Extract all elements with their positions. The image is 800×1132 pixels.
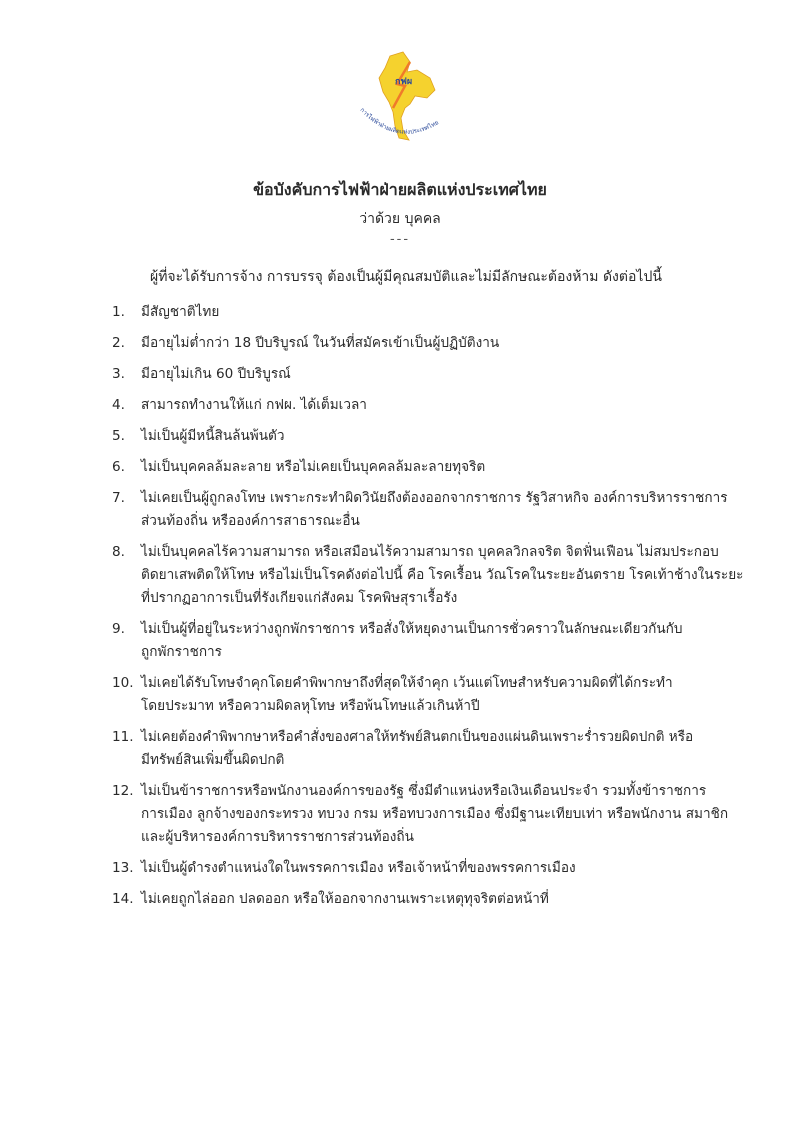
item-text-line: ไม่เป็นบุคคลล้มละลาย หรือไม่เคยเป็นบุคคลล้มละลายทุจริต (141, 459, 486, 475)
item-number: 10. (112, 675, 134, 691)
qualification-list (112, 301, 744, 919)
list-item (112, 487, 728, 533)
item-text-line: ไม่เคยได้รับโทษจำคุกโดยคำพิพากษาถึงที่สุดให้จำคุก เว้นแต่โทษสำหรับความผิดที่ได้กระทำ (141, 675, 673, 691)
document-subtitle: ว่าด้วย บุคคล (359, 211, 441, 227)
item-text-line: มีอายุไม่ต่ำกว่า 18 ปีบริบูรณ์ ในวันที่สมัครเข้าเป็นผู้ปฏิบัติงาน (141, 335, 500, 351)
intro-paragraph: ผู้ที่จะได้รับการจ้าง การบรรจุ ต้องเป็นผู้มีคุณสมบัติและไม่มีลักษณะต้องห้าม ดังต่อไปนี้ (150, 269, 662, 285)
item-text-line: ไม่เคยเป็นผู้ถูกลงโทษ เพราะกระทำผิดวินัยถึงต้องออกจากราชการ รัฐวิสาหกิจ องค์การบริหารราชการ (141, 490, 728, 506)
item-number: 9. (112, 621, 125, 637)
item-text-line: ไม่เคยถูกไล่ออก ปลดออก หรือให้ออกจากงานเพราะเหตุทุจริตต่อหน้าที่ (141, 891, 549, 907)
document-title: ข้อบังคับการไฟฟ้าฝ่ายผลิตแห่งประเทศไทย (253, 180, 547, 199)
item-text-line: การเมือง ลูกจ้างของกระทรวง ทบวง กรม หรือทบวงการเมือง ซึ่งมีฐานะเทียบเท่า หรือพนักงาน สมาชิก (141, 806, 729, 822)
item-number: 8. (112, 544, 125, 560)
item-number: 7. (112, 490, 125, 506)
item-number: 14. (112, 891, 134, 907)
egat-logo (355, 48, 450, 148)
item-number: 11. (112, 729, 134, 745)
item-text-line: ไม่เคยต้องคำพิพากษาหรือคำสั่งของศาลให้ทรัพย์สินตกเป็นของแผ่นดินเพราะร่ำรวยผิดปกติ หรือ (141, 729, 694, 745)
list-item (112, 301, 712, 324)
item-text-line: มีทรัพย์สินเพิ่มขึ้นผิดปกติ (141, 752, 285, 768)
item-text-line: ไม่เป็นบุคคลไร้ความสามารถ หรือเสมือนไร้ความสามารถ บุคคลวิกลจริต จิตฟั่นเฟือน ไม่สมประกอบ (141, 544, 719, 560)
item-number: 4. (112, 397, 125, 413)
item-number: 12. (112, 783, 134, 799)
item-text-line: ไม่เป็นผู้มีหนี้สินล้นพ้นตัว (141, 428, 285, 444)
list-item (112, 456, 712, 479)
item-text-line: มีอายุไม่เกิน 60 ปีบริบูรณ์ (141, 366, 291, 382)
item-number: 1. (112, 304, 125, 320)
list-item (112, 618, 712, 664)
svg-text:กฟผ: กฟผ (395, 77, 413, 87)
item-text-line: ไม่เป็นข้าราชการหรือพนักงานองค์การของรัฐ ซึ่งมีตำแหน่งหรือเงินเดือนประจำ รวมทั้งข้าราชการ (141, 783, 707, 799)
item-number: 13. (112, 860, 134, 876)
item-text-line: ส่วนท้องถิ่น หรือองค์การสาธารณะอื่น (141, 513, 360, 529)
item-text-line: ไม่เป็นผู้ดำรงตำแหน่งใดในพรรคการเมือง หรือเจ้าหน้าที่ของพรรคการเมือง (141, 860, 576, 876)
item-text-line: มีสัญชาติไทย (141, 304, 220, 320)
list-item (112, 363, 712, 386)
list-item (112, 425, 712, 448)
separator: --- (389, 232, 411, 247)
list-item (112, 726, 712, 772)
item-text-line: สามารถทำงานให้แก่ กฟผ. ได้เต็มเวลา (141, 397, 367, 413)
list-item (112, 394, 712, 417)
list-item (112, 541, 744, 610)
item-number: 2. (112, 335, 125, 351)
item-number: 6. (112, 459, 125, 475)
item-text-line: ที่ปรากฏอาการเป็นที่รังเกียจแก่สังคม โรคพิษสุราเรื้อรัง (141, 590, 458, 606)
list-item (112, 857, 712, 880)
item-text-line: ถูกพักราชการ (141, 644, 222, 660)
list-item (112, 672, 712, 718)
item-text-line: ติดยาเสพติดให้โทษ หรือไม่เป็นโรคดังต่อไปนี้ คือ โรคเรื้อน วัณโรคในระยะอันตราย โรคเท้าช้างในระยะ (141, 567, 744, 583)
item-text-line: และผู้บริหารองค์การบริหารราชการส่วนท้องถิ่น (141, 829, 414, 845)
item-number: 5. (112, 428, 125, 444)
list-item (112, 888, 712, 911)
item-text-line: โดยประมาท หรือความผิดลหุโทษ หรือพ้นโทษแล้วเกินห้าปี (141, 698, 480, 714)
svg-text:การไฟฟ้าฝ่ายผลิตแห่งประเทศไทย: การไฟฟ้าฝ่ายผลิตแห่งประเทศไทย (358, 106, 440, 136)
list-item (112, 332, 712, 355)
list-item (112, 780, 729, 849)
item-text-line: ไม่เป็นผู้ที่อยู่ในระหว่างถูกพักราชการ หรือสั่งให้หยุดงานเป็นการชั่วคราวในลักษณะเดียวกันกับ (141, 621, 683, 637)
item-number: 3. (112, 366, 125, 382)
